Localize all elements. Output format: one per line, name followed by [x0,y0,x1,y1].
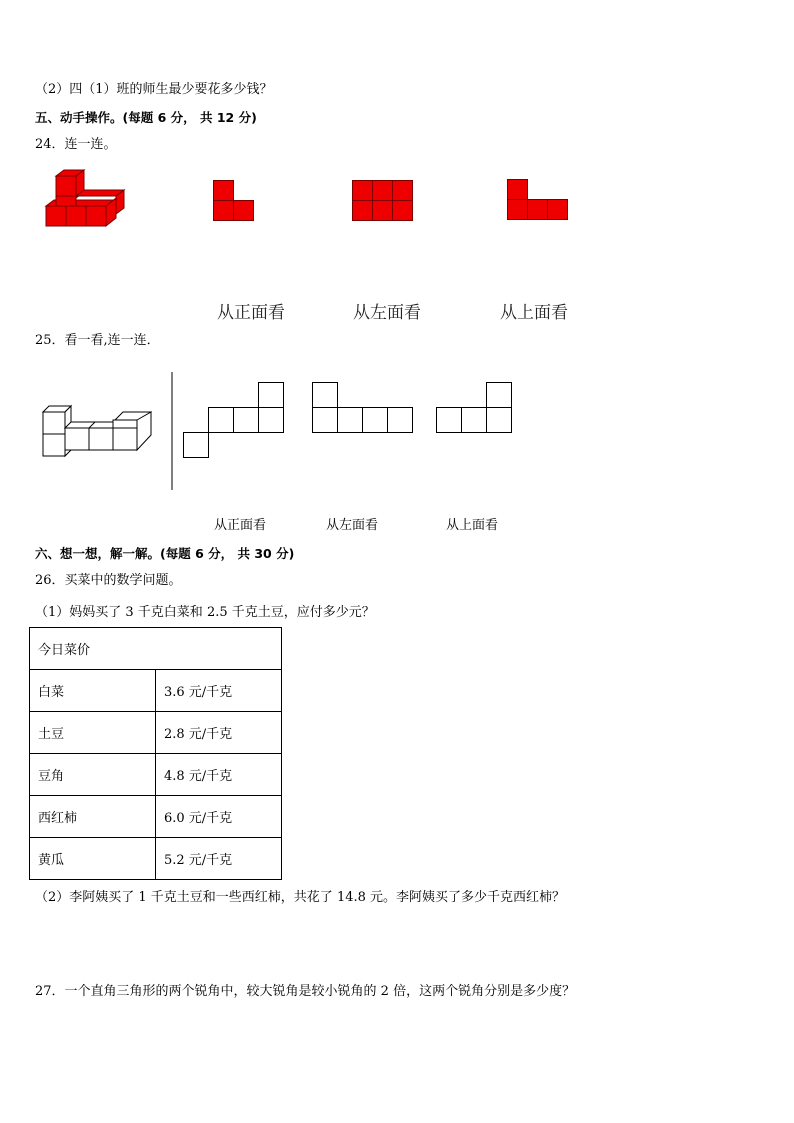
q25-view-c [436,382,512,433]
q25-label-top: 从上面看 [446,518,499,533]
veg-price: 4.8 元/千克 [156,754,282,796]
q25-divider-line [171,372,173,490]
q23-part2: （2）四（1）班的师生最少要花多少钱？ [35,82,273,97]
veg-name: 西红柿 [30,796,156,838]
q25-3d-figure [42,405,154,460]
table-row [30,838,282,880]
q24-label-top: 从上面看 [500,303,568,323]
q26-title: 26．买菜中的数学问题。 [35,573,182,588]
q24-view-2x3 [352,180,414,222]
veg-name: 土豆 [30,712,156,754]
q27-title: 27．一个直角三角形的两个锐角中，较大锐角是较小锐角的 2 倍，这两个锐角分别是多少度？ [35,984,576,999]
q26-part2: （2）李阿姨买了 1 千克土豆和一些西红柿，共花了 14.8 元。李阿姨买了多少千克西红柿？ [35,890,566,905]
q24-view-l-shape [213,180,255,222]
q25-label-front: 从正面看 [214,518,267,533]
q24-view-long-l [507,179,569,221]
table-row [30,670,282,712]
veg-price: 2.8 元/千克 [156,712,282,754]
q25-title: 25．看一看,连一连． [35,333,160,348]
table-row [30,754,282,796]
table-row [30,796,282,838]
q24-label-front: 从正面看 [217,303,285,323]
q25-view-a [183,382,284,458]
price-table [29,627,282,880]
q25-label-left: 从左面看 [326,518,379,533]
q24-title: 24．连一连。 [35,137,117,152]
price-table-title: 今日菜价 [30,628,282,670]
q24-3d-figure [44,168,128,228]
section-5-heading: 五、动手操作。(每题 6 分， 共 12 分) [35,110,257,125]
veg-name: 白菜 [30,670,156,712]
veg-price: 3.6 元/千克 [156,670,282,712]
veg-name: 黄瓜 [30,838,156,880]
q26-part1: （1）妈妈买了 3 千克白菜和 2.5 千克土豆，应付多少元？ [35,605,375,620]
table-row [30,712,282,754]
veg-price: 6.0 元/千克 [156,796,282,838]
veg-price: 5.2 元/千克 [156,838,282,880]
q24-label-left: 从左面看 [353,303,421,323]
section-6-heading: 六、想一想，解一解。(每题 6 分， 共 30 分) [35,546,295,561]
q25-view-b [312,382,413,433]
veg-name: 豆角 [30,754,156,796]
